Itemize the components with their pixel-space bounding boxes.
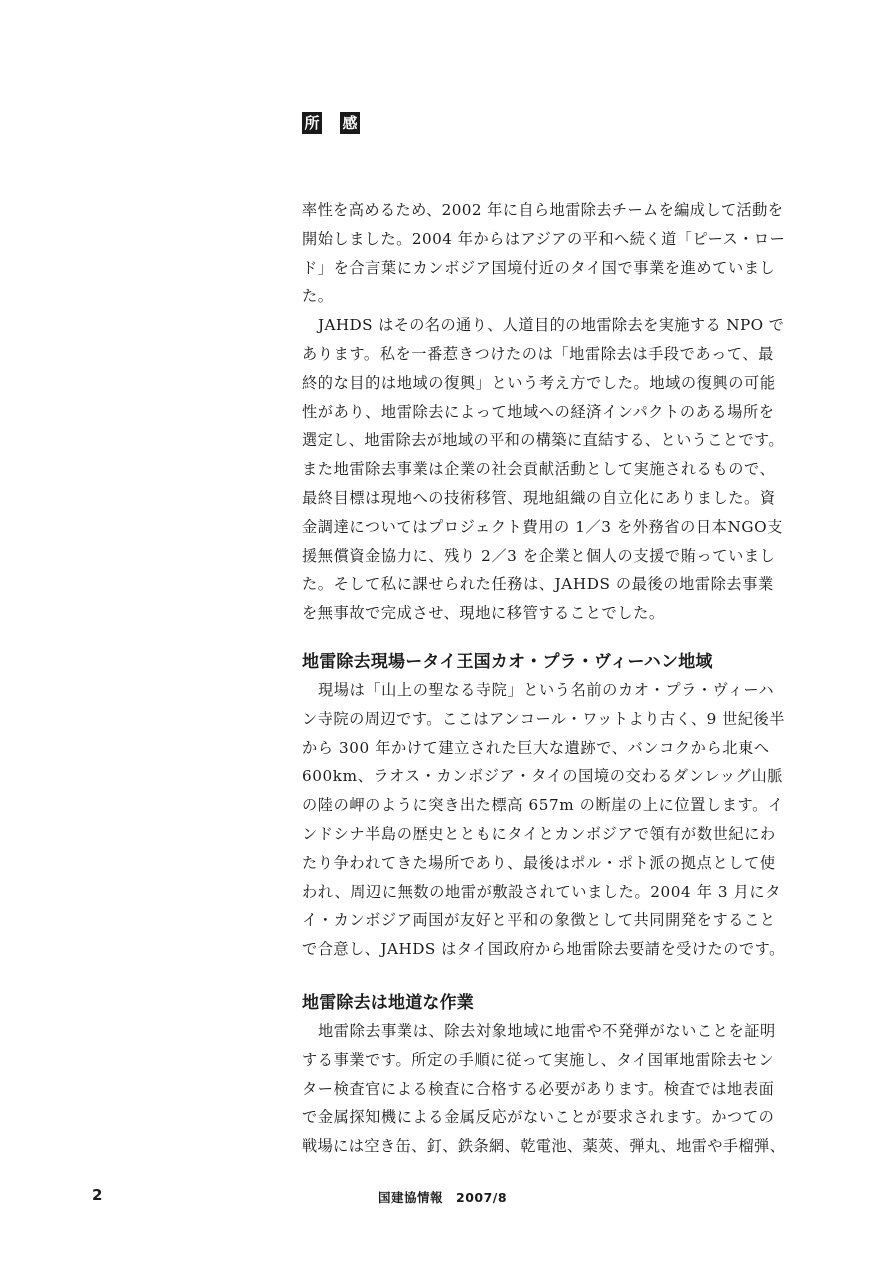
intro-text xyxy=(302,196,786,628)
section-steady-work xyxy=(302,989,786,1161)
text-line: 現場は「山上の聖なる寺院」という名前のカオ・プラ・ヴィーハ xyxy=(318,681,775,699)
text-line: ンドシナ半島の歴史とともにタイとカンボジアで領有が数世紀にわ xyxy=(302,824,776,843)
text-line: で合意し、JAHDS はタイ国政府から地雷除去要請を受けたのです。 xyxy=(302,940,785,959)
text-line: 終的な目的は地域の復興」という考え方でした。地域の復興の可能 xyxy=(302,373,776,392)
text-line: 開始しました。2004 年からはアジアの平和へ続く道「ピース・ロー xyxy=(302,229,786,248)
text-line: JAHDS はその名の通り、人道目的の地雷除去を実施する NPO で xyxy=(318,316,785,335)
text-line: 性があり、地雷除去によって地域への経済インパクトのある場所を xyxy=(302,402,775,421)
text-line: 選定し、地雷除去が地域の平和の構築に直結する、ということです。 xyxy=(302,431,784,450)
text-line: た。そして私に課せられた任務は、JAHDS の最後の地雷除去事業 xyxy=(302,575,774,594)
text-line: 率性を高めるため、2002 年に自ら地雷除去チームを編成して活動を xyxy=(302,201,784,219)
text-line: 地雷除去事業は、除去対象地域に地雷や不発弾がないことを証明 xyxy=(318,1022,776,1040)
text-line: また地雷除去事業は企業の社会貢献活動として実施されるもので、 xyxy=(302,460,776,479)
text-line: ン寺院の周辺です。ここはアンコール・ワットより古く、9 世紀後半 xyxy=(302,709,785,728)
text-line: 600km、ラオス・カンボジア・タイの国境の交わるダンレッグ山脈 xyxy=(302,767,784,786)
section-heading: 地雷除去現場ータイ王国カオ・プラ・ヴィーハン地域 xyxy=(302,652,713,672)
text-line: われ、周辺に無数の地雷が敷設されていました。2004 年 3 月にタ xyxy=(302,882,781,901)
text-line: 援無償資金協力に、残り 2／3 を企業と個人の支援で賄っていまし xyxy=(302,546,776,565)
text-line: する事業です。所定の手順に従って実施し、タイ国軍地雷除去セン xyxy=(302,1050,775,1069)
text-line: を無事故で完成させ、現地に移管することでした。 xyxy=(302,604,665,623)
publication-footer: 国建協情報 2007/8 xyxy=(378,1190,508,1205)
section-tag xyxy=(302,112,360,134)
section-tag-char: 所 xyxy=(302,112,322,134)
text-line: 金調達についてはプロジェクト費用の 1／3 を外務省の日本NGO支 xyxy=(302,517,783,536)
text-line: たり争われてきた場所であり、最後はポル・ポト派の拠点として使 xyxy=(302,853,776,872)
section-heading: 地雷除去は地道な作業 xyxy=(302,993,474,1013)
text-line: た。 xyxy=(302,287,334,306)
text-line: の陸の岬のように突き出た標高 657m の断崖の上に位置します。イ xyxy=(302,796,784,815)
section-landmine-site xyxy=(302,648,786,964)
text-line: で金属探知機による金属反応がないことが要求されます。かつての xyxy=(302,1108,775,1127)
text-line: ド」を合言葉にカンボジア国境付近のタイ国で事業を進めていまし xyxy=(302,258,776,277)
text-line: イ・カンボジア両国が友好と平和の象徴として共同開発をすること xyxy=(302,911,776,930)
section-tag-char: 感 xyxy=(340,112,360,134)
text-line: あります。私を一番惹きつけたのは「地雷除去は手段であって、最 xyxy=(302,344,774,363)
text-line: 戦場には空き缶、釘、鉄条網、乾電池、薬莢、弾丸、地雷や手榴弾、 xyxy=(302,1137,786,1156)
text-line: 最終目標は現地への技術移管、現地組織の自立化にありました。資 xyxy=(302,488,776,507)
text-line: から 300 年かけて建立された巨大な遺跡で、バンコクから北東へ xyxy=(302,738,770,757)
text-line: ター検査官による検査に合格する必要があります。検査では地表面 xyxy=(302,1079,775,1098)
page-number: 2 xyxy=(92,1186,103,1204)
